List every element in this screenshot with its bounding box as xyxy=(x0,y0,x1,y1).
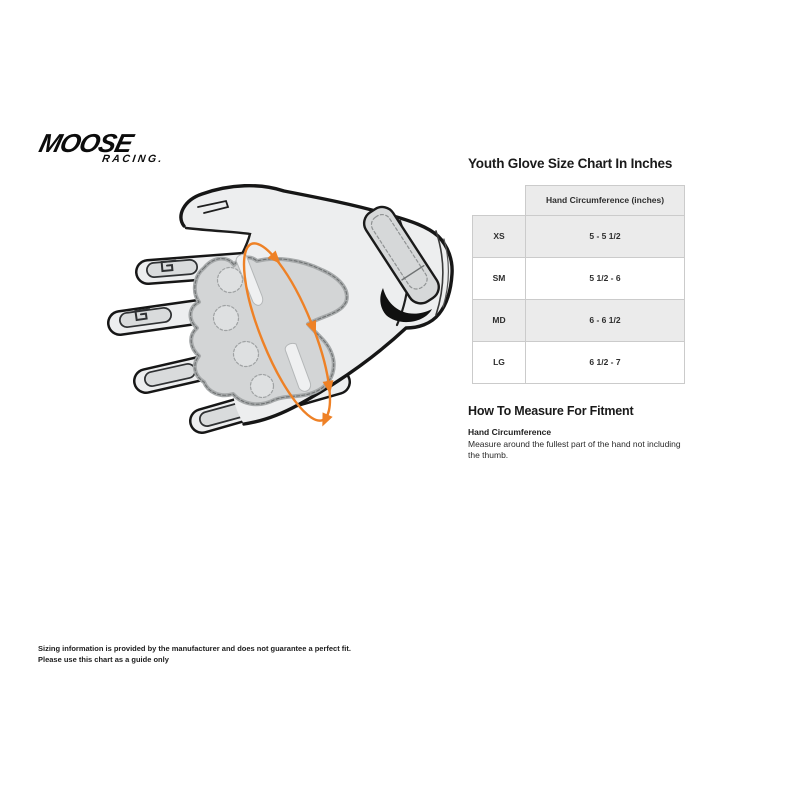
table-header-row xyxy=(473,185,685,215)
column-header-hand-circumference: Hand Circumference (inches) xyxy=(526,185,685,215)
brand-logo xyxy=(36,128,170,165)
table-row xyxy=(473,299,685,341)
size-chart-panel xyxy=(468,156,694,462)
disclaimer-line-2: Please use this chart as a guide only xyxy=(38,654,169,664)
size-label-md: MD xyxy=(473,299,526,341)
table-corner-cell xyxy=(473,185,526,215)
size-chart-title: Youth Glove Size Chart In Inches xyxy=(468,156,673,171)
brand-wordmark: MOOSE xyxy=(36,128,136,158)
table-row xyxy=(473,215,685,257)
size-range-xs: 5 - 5 1/2 xyxy=(526,215,685,257)
size-label-lg: LG xyxy=(473,341,526,383)
glove-illustration xyxy=(100,168,460,448)
size-range-md: 6 - 6 1/2 xyxy=(526,299,685,341)
brand-tagline: RACING. xyxy=(101,153,165,165)
measure-instructions: Measure around the fullest part of the hand not including the thumb. xyxy=(468,438,681,461)
size-chart-table xyxy=(472,185,685,384)
measure-label: Hand Circumference xyxy=(468,426,552,437)
disclaimer-line-1: Sizing information is provided by the manufacturer and does not guarantee a perfect fit. xyxy=(38,644,351,653)
size-range-lg: 6 1/2 - 7 xyxy=(526,341,685,383)
size-label-sm: SM xyxy=(473,257,526,299)
measure-heading: How To Measure For Fitment xyxy=(468,403,634,418)
table-row xyxy=(473,257,685,299)
table-row xyxy=(473,341,685,383)
size-range-sm: 5 1/2 - 6 xyxy=(526,257,685,299)
disclaimer xyxy=(38,644,351,666)
size-label-xs: XS xyxy=(473,215,526,257)
